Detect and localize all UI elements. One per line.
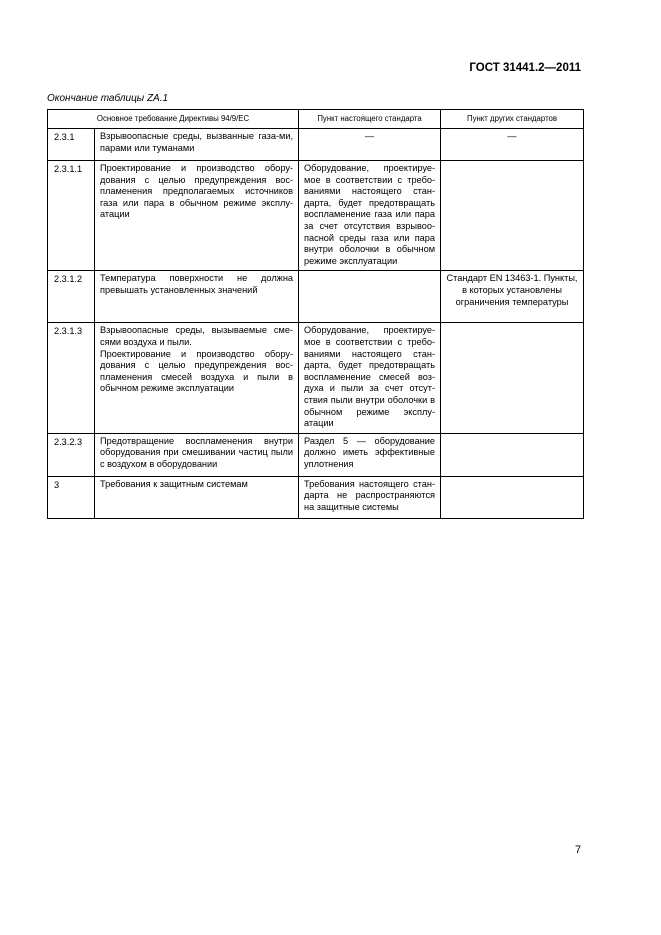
column-header-other-standards: Пункт других стандартов [441, 110, 584, 129]
row-number: 2.3.1 [48, 129, 95, 161]
table-row [48, 161, 584, 271]
other-standards [441, 323, 584, 433]
standard-clause: Требования настоящего стан-дарта не распространяются на защитные системы [299, 476, 441, 518]
standard-clause: Оборудование, проектируе-мое в соответствии с требо-ваниями настоящего стан-дарта, будет предотвращать воспламенение газа или пара за счет отсутствия взрывоо-пасной среды газа или пара внутри оболочки в обычном режиме эксплуатации [299, 161, 441, 271]
other-standards [441, 476, 584, 518]
table-row [48, 129, 584, 161]
table-caption: Окончание таблицы ZA.1 [47, 93, 169, 104]
requirement-text-part-1: Взрывоопасные среды, вызываемые сме-сями воздуха и пыли. [100, 325, 294, 347]
document-number: ГОСТ 31441.2—2011 [469, 62, 581, 74]
other-standards [441, 433, 584, 476]
row-number: 3 [48, 476, 95, 518]
page-number: 7 [575, 844, 582, 856]
table-row [48, 476, 584, 518]
row-number: 2.3.1.3 [48, 323, 95, 433]
table-row [48, 323, 584, 433]
requirement-text: Температура поверхности не должна превышать установленных значений [95, 271, 299, 323]
table-row [48, 271, 584, 323]
standard-clause: Оборудование, проектируе-мое в соответствии с требо-ваниями настоящего стан-дарта, будет предотвращать воспламенение смесей воз-духа и пыли за счет отсут-ствия пыли внутри оболочки в обычном режиме эксплу-атации [299, 323, 441, 433]
row-number: 2.3.1.2 [48, 271, 95, 323]
requirements-table [47, 109, 584, 519]
requirement-text: Требования к защитным системам [95, 476, 299, 518]
column-header-directive: Основное требование Директивы 94/9/ЕС [48, 110, 299, 129]
requirement-text-part-2: Проектирование и производство обору-дования с целью предупреждения вос-пламенения смесей воздуха и пыли в обычном режиме эксплуатации [100, 348, 294, 394]
table-row [48, 433, 584, 476]
standard-clause: — [299, 129, 441, 161]
requirement-text: Проектирование и производство обору-дования с целью предупреждения вос-пламенения предполагаемых источников газа или пара в обычном режиме эксплу-атации [95, 161, 299, 271]
table-header-row [48, 110, 584, 129]
requirement-text [95, 323, 299, 433]
other-standards: Стандарт EN 13463-1. Пункты, в которых установлены ограничения температуры [441, 271, 584, 323]
row-number: 2.3.1.1 [48, 161, 95, 271]
standard-clause: Раздел 5 — оборудование должно иметь эффективные уплотнения [299, 433, 441, 476]
requirement-text: Предотвращение воспламенения внутри оборудования при смешивании частиц пыли с воздухом в оборудовании [95, 433, 299, 476]
requirement-text: Взрывоопасные среды, вызванные газа-ми, парами или туманами [95, 129, 299, 161]
column-header-this-standard: Пункт настоящего стандарта [299, 110, 441, 129]
standard-clause [299, 271, 441, 323]
other-standards [441, 161, 584, 271]
other-standards: — [441, 129, 584, 161]
row-number: 2.3.2.3 [48, 433, 95, 476]
